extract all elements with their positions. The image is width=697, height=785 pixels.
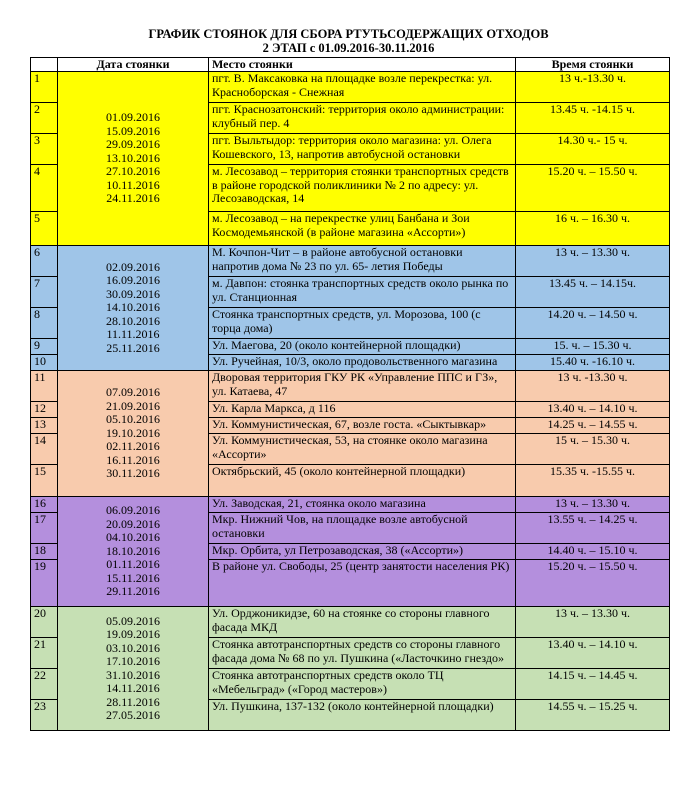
parking-time: 13.45 ч. -14.15 ч.: [516, 103, 670, 134]
parking-time: 16 ч. – 16.30 ч.: [516, 212, 670, 246]
parking-date: 19.10.2016: [106, 425, 160, 440]
row-number: 5: [31, 212, 58, 246]
table-body: [31, 72, 670, 731]
parking-time: 15.20 ч. – 15.50 ч.: [516, 165, 670, 212]
parking-date: 29.11.2016: [106, 584, 160, 599]
parking-time: 13 ч. – 13.30 ч.: [516, 497, 670, 513]
parking-time: 13 ч. -13.30 ч.: [516, 371, 670, 402]
parking-place: Стоянка транспортных средств, ул. Морозова, 100 (с торца дома): [209, 308, 516, 339]
parking-time: 15. ч. – 15.30 ч.: [516, 339, 670, 355]
table-row: [31, 607, 670, 638]
row-number: 2: [31, 103, 58, 134]
parking-place: Стоянка автотранспортных средств около ТЦ «Мебельград» («Город мастеров»): [209, 669, 516, 700]
parking-date: 24.11.2016: [106, 191, 160, 206]
parking-date: 29.09.2016: [106, 137, 160, 152]
parking-date: 14.10.2016: [106, 300, 160, 315]
parking-place: Ул. Коммунистическая, 67, возле госта. «Сыктывкар»: [209, 418, 516, 434]
row-number: 13: [31, 418, 58, 434]
parking-date: 18.10.2016: [106, 543, 160, 558]
row-number: 7: [31, 277, 58, 308]
table-row: [31, 497, 670, 513]
parking-time: 13.55 ч. – 14.25 ч.: [516, 513, 670, 544]
parking-date: 05.10.2016: [106, 412, 160, 427]
parking-date: 30.09.2016: [106, 286, 160, 301]
parking-date: 06.09.2016: [106, 503, 160, 518]
row-number: 23: [31, 700, 58, 731]
row-number: 15: [31, 465, 58, 497]
parking-date: 25.11.2016: [106, 340, 160, 355]
date-list: [58, 246, 209, 371]
row-number: 1: [31, 72, 58, 103]
parking-date: 17.10.2016: [106, 654, 160, 668]
header-row: [31, 58, 670, 72]
header-num: [31, 58, 58, 72]
row-number: 22: [31, 669, 58, 700]
parking-place: м. Давпон: стоянка транспортных средств около рынка по ул. Станционная: [209, 277, 516, 308]
header-date: Дата стоянки: [58, 58, 209, 72]
row-number: 20: [31, 607, 58, 638]
schedule-table: [30, 57, 670, 731]
parking-time: 14.30 ч.- 15 ч.: [516, 134, 670, 165]
parking-place: пгт. Краснозатонский: территория около администрации: клубный пер. 4: [209, 103, 516, 134]
parking-date: 27.10.2016: [106, 164, 160, 179]
parking-date: 16.09.2016: [106, 273, 160, 288]
row-number: 18: [31, 544, 58, 560]
date-list: [58, 371, 209, 497]
parking-date: 05.09.2016: [106, 613, 160, 628]
row-number: 10: [31, 355, 58, 371]
parking-date: 21.09.2016: [106, 398, 160, 413]
parking-place: Октябрьский, 45 (около контейнерной площадки): [209, 465, 516, 497]
parking-time: 13.40 ч. – 14.10 ч.: [516, 638, 670, 669]
parking-date: 01.09.2016: [106, 110, 160, 125]
parking-date: 02.11.2016: [106, 439, 160, 454]
parking-date: 07.09.2016: [106, 385, 160, 400]
table-row: [31, 246, 670, 277]
parking-time: 14.15 ч. – 14.45 ч.: [516, 669, 670, 700]
parking-time: 13.40 ч. – 14.10 ч.: [516, 402, 670, 418]
parking-date: 15.09.2016: [106, 123, 160, 138]
parking-date: 20.09.2016: [106, 516, 160, 531]
row-number: 21: [31, 638, 58, 669]
row-number: 14: [31, 434, 58, 465]
document-title: ГРАФИК СТОЯНОК ДЛЯ СБОРА РТУТЬСОДЕРЖАЩИХ ОТХОДОВ: [148, 27, 549, 41]
table-row: [31, 371, 670, 402]
parking-date: 02.09.2016: [106, 259, 160, 274]
parking-time: 14.20 ч. – 14.50 ч.: [516, 308, 670, 339]
parking-date: 31.10.2016: [106, 667, 160, 682]
row-number: 8: [31, 308, 58, 339]
parking-place: Ул. Коммунистическая, 53, на стоянке около магазина «Ассорти»: [209, 434, 516, 465]
row-number: 19: [31, 560, 58, 607]
row-number: 9: [31, 339, 58, 355]
parking-date: 01.11.2016: [106, 557, 160, 572]
parking-time: 13.45 ч. – 14.15ч.: [516, 277, 670, 308]
parking-place: Ул. Ручейная, 10/3, около продовольственного магазина: [209, 355, 516, 371]
row-number: 11: [31, 371, 58, 402]
parking-place: Дворовая территория ГКУ РК «Управление ППС и ГЗ», ул. Катаева, 47: [209, 371, 516, 402]
date-list: [58, 72, 209, 246]
parking-place: м. Лесозавод – на перекрестке улиц Банбана и Зои Космодемьянской (в районе магазина «Ассорти»): [209, 212, 516, 246]
parking-place: Стоянка автотранспортных средств со стороны главного фасада дома № 68 по ул. Пушкина («Ласточкино гнездо»: [209, 638, 516, 669]
parking-date: 19.09.2016: [106, 627, 160, 641]
parking-place: Мкр. Нижний Чов, на площадке возле автобусной остановки: [209, 513, 516, 544]
parking-place: Ул. Карла Маркса, д 116: [209, 402, 516, 418]
parking-date: 13.10.2016: [106, 150, 160, 165]
parking-time: 13 ч. – 13.30 ч.: [516, 607, 670, 638]
parking-time: 14.55 ч. – 15.25 ч.: [516, 700, 670, 731]
parking-place: В районе ул. Свободы, 25 (центр занятости населения РК): [209, 560, 516, 607]
parking-date: 16.11.2016: [106, 452, 160, 467]
parking-date: 11.11.2016: [106, 327, 160, 342]
parking-place: Ул. Маегова, 20 (около контейнерной площадки): [209, 339, 516, 355]
parking-date: 27.05.2016: [106, 708, 160, 722]
document-subtitle: 2 ЭТАП с 01.09.2016-30.11.2016: [262, 41, 435, 55]
parking-place: Ул. Заводская, 21, стоянка около магазина: [209, 497, 516, 513]
date-list: [58, 607, 209, 731]
parking-time: 13 ч.-13.30 ч.: [516, 72, 670, 103]
table-row: [31, 72, 670, 103]
parking-time: 15.35 ч. -15.55 ч.: [516, 465, 670, 497]
header-place: Место стоянки: [209, 58, 516, 72]
parking-date: 28.10.2016: [106, 313, 160, 328]
header-time: Время стоянки: [516, 58, 670, 72]
date-list: [58, 497, 209, 607]
parking-date: 15.11.2016: [106, 570, 160, 585]
parking-date: 30.11.2016: [106, 466, 160, 481]
row-number: 3: [31, 134, 58, 165]
parking-date: 04.10.2016: [106, 530, 160, 545]
parking-date: 03.10.2016: [106, 640, 160, 655]
parking-place: Ул. Пушкина, 137-132 (около контейнерной площадки): [209, 700, 516, 731]
parking-time: 13 ч. – 13.30 ч.: [516, 246, 670, 277]
parking-place: пгт. Выльтыдор: территория около магазина: ул. Олега Кошевского, 13, напротив автобусной остановки: [209, 134, 516, 165]
parking-place: м. Лесозавод – территория стоянки транспортных средств в районе городской поликлиники № 2 по адресу: ул. Лесозаводская, 14: [209, 165, 516, 212]
parking-time: 14.40 ч. – 15.10 ч.: [516, 544, 670, 560]
parking-place: пгт. В. Максаковка на площадке возле перекрестка: ул. Красноборская - Снежная: [209, 72, 516, 103]
parking-place: М. Кочпон-Чит – в районе автобусной остановки напротив дома № 23 по ул. 65- летия Победы: [209, 246, 516, 277]
parking-time: 15 ч. – 15.30 ч.: [516, 434, 670, 465]
row-number: 17: [31, 513, 58, 544]
parking-time: 14.25 ч. – 14.55 ч.: [516, 418, 670, 434]
row-number: 16: [31, 497, 58, 513]
parking-time: 15.40 ч. -16.10 ч.: [516, 355, 670, 371]
row-number: 12: [31, 402, 58, 418]
parking-date: 14.11.2016: [106, 681, 160, 695]
parking-date: 28.11.2016: [106, 694, 160, 709]
row-number: 4: [31, 165, 58, 212]
parking-place: Ул. Орджоникидзе, 60 на стоянке со стороны главного фасада МКД: [209, 607, 516, 638]
parking-date: 10.11.2016: [106, 177, 160, 192]
parking-place: Мкр. Орбита, ул Петрозаводская, 38 («Ассорти»): [209, 544, 516, 560]
parking-time: 15.20 ч. – 15.50 ч.: [516, 560, 670, 607]
row-number: 6: [31, 246, 58, 277]
